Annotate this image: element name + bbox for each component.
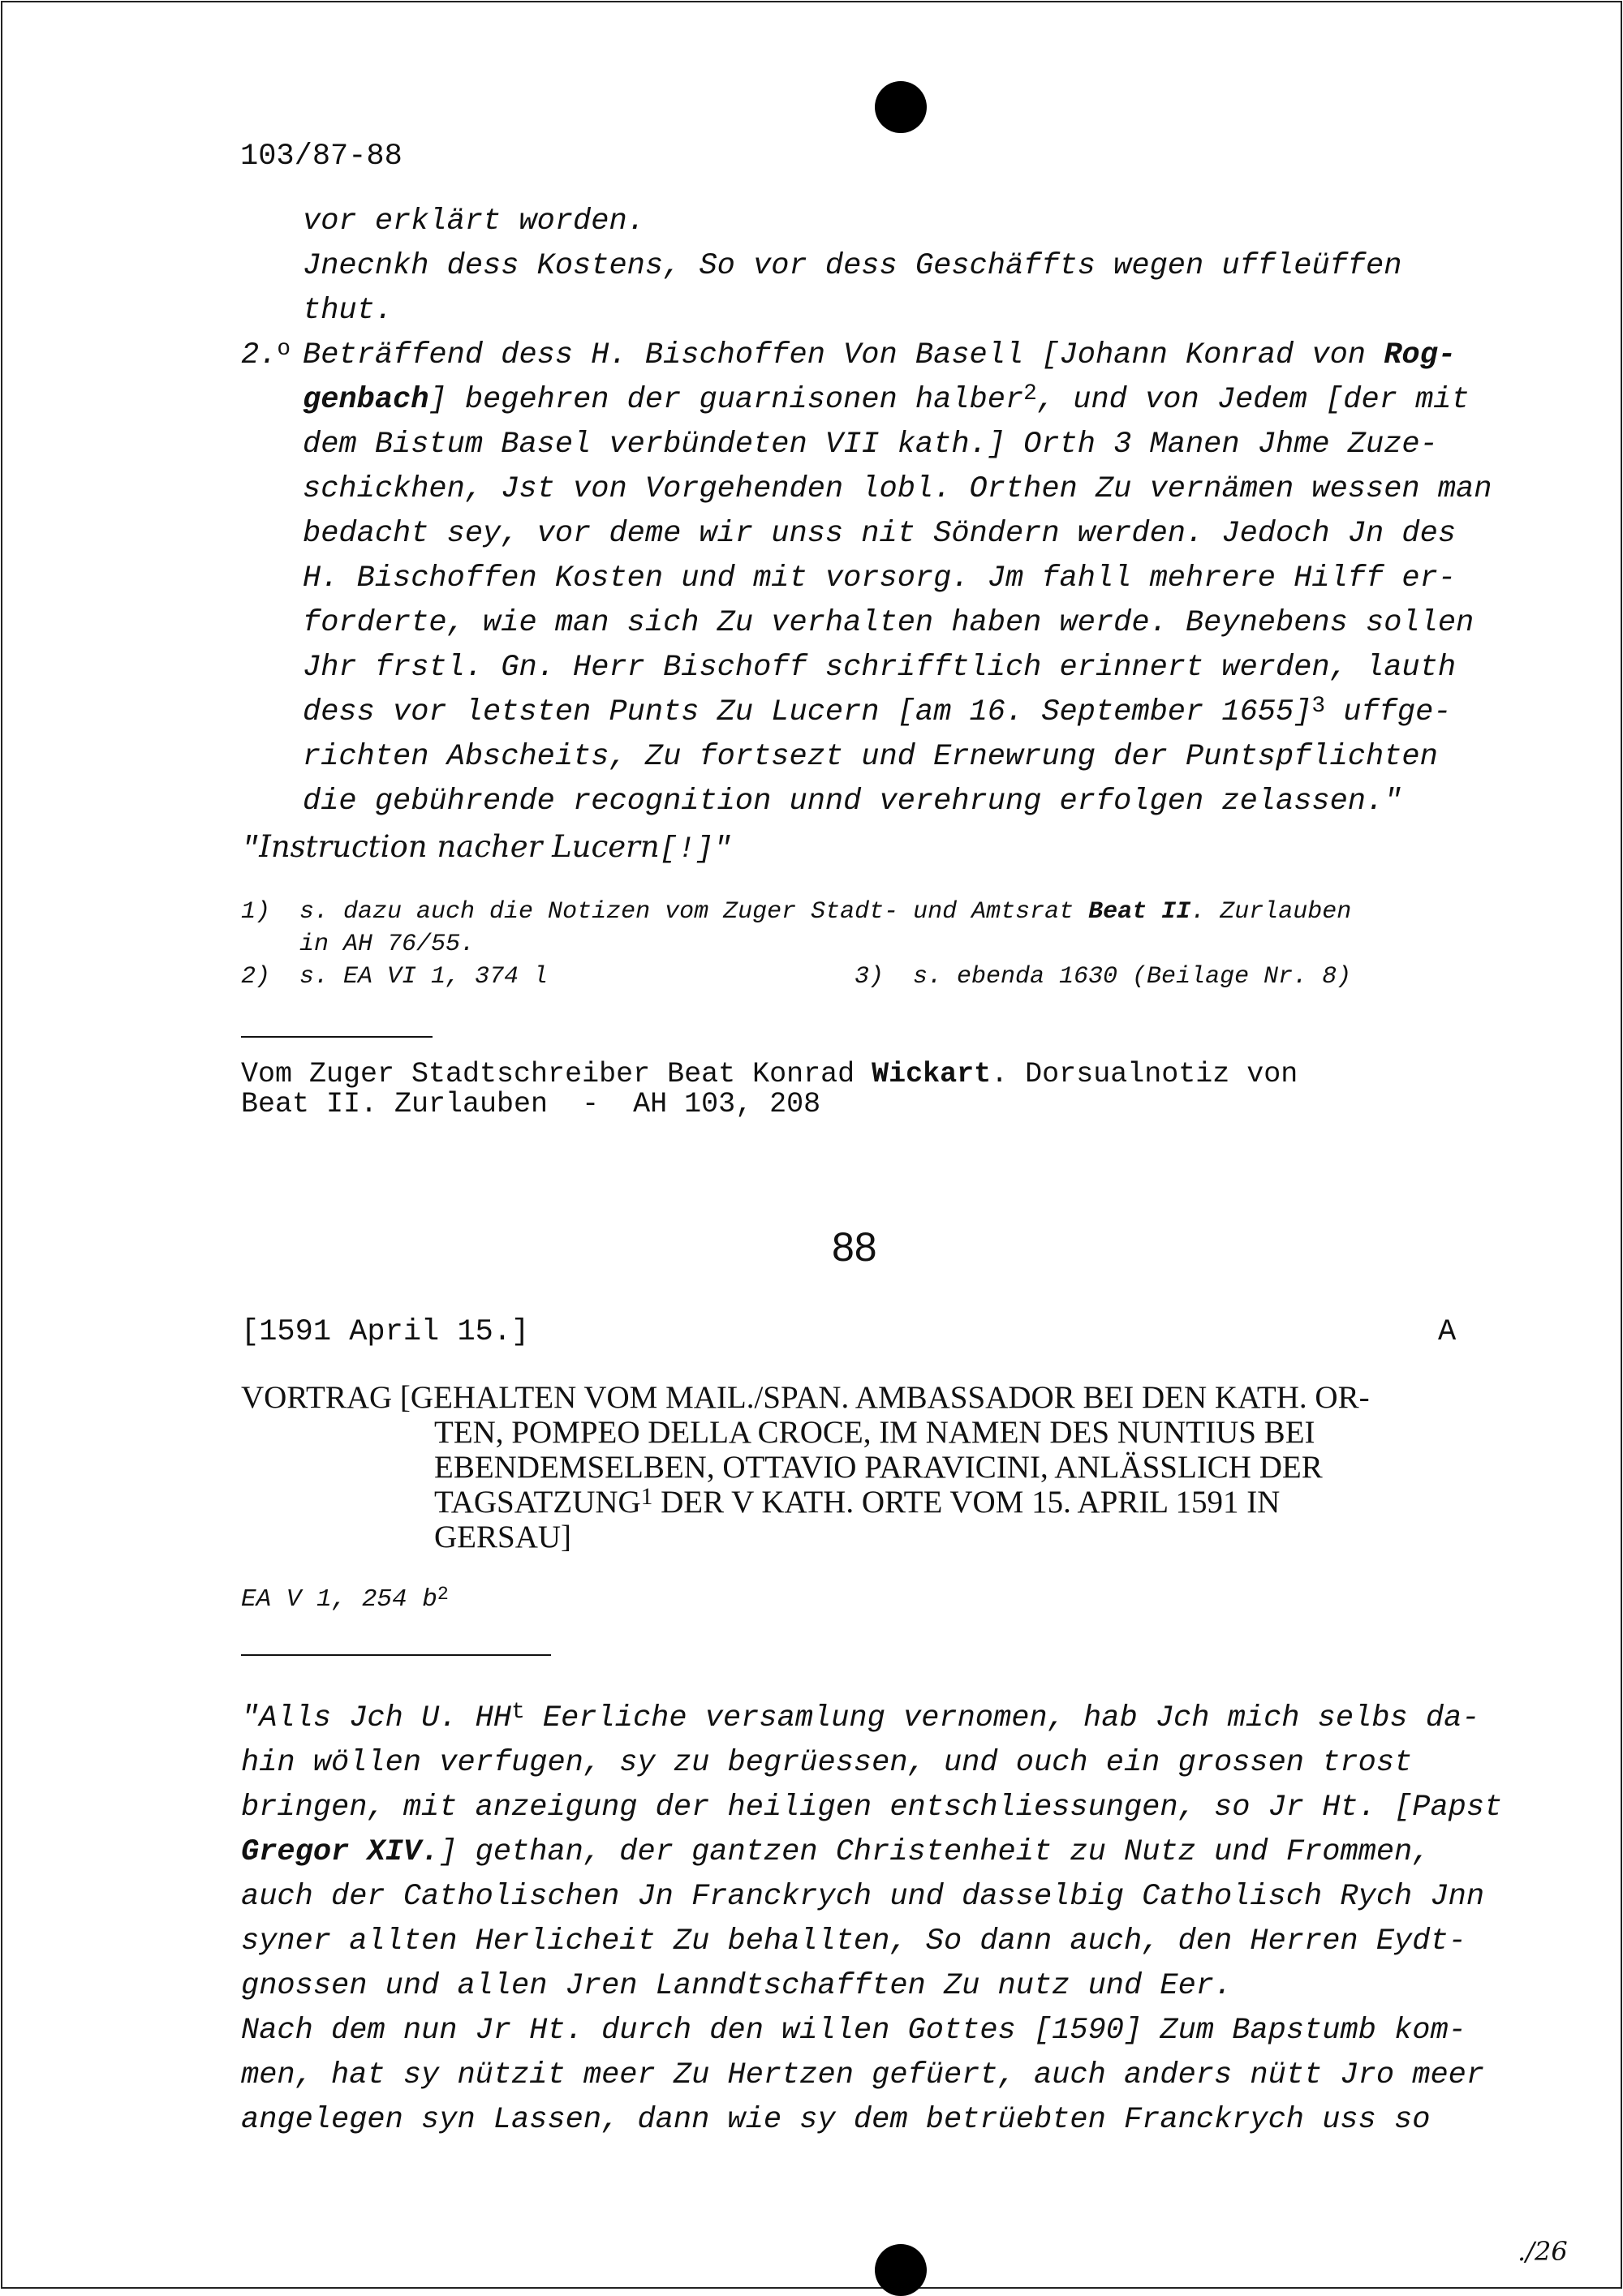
- body-line: gnossen und allen Jren Lanndtschafften Zu nutz und Eer.: [241, 1969, 1233, 2003]
- footnote-1: 1) s. dazu auch die Notizen vom Zuger Stadt- und Amtsrat Beat II. Zurlauben: [241, 898, 1352, 926]
- footnote-1-cont: in AH 76/55.: [241, 931, 476, 958]
- heading-line: EBENDEMSELBEN, OTTAVIO PARAVICINI, ANLÄSSLICH DER: [434, 1450, 1323, 1485]
- document-date: [1591 April 15.]: [241, 1315, 530, 1349]
- source-note: Vom Zuger Stadtschreiber Beat Konrad Wickart. Dorsualnotiz von: [241, 1058, 1298, 1090]
- body-line: angelegen syn Lassen, dann wie sy dem betrüebten Franckrych uss so: [241, 2103, 1431, 2137]
- divider: [241, 1654, 551, 1656]
- body-line: bringen, mit anzeigung der heiligen entschliessungen, so Jr Ht. [Papst: [241, 1791, 1503, 1825]
- footnote-3: 3) s. ebenda 1630 (Beilage Nr. 8): [855, 963, 1352, 991]
- footnote-ref: 1: [640, 1483, 653, 1510]
- body-line: hin wöllen verfugen, sy zu begrüessen, und ouch ein grossen trost: [241, 1746, 1413, 1780]
- text-line: forderte, wie man sich Zu verhalten haben werde. Beynebens sollen: [303, 606, 1474, 640]
- item-number: 2.$^o$: [241, 337, 291, 372]
- source-note-cont: Beat II. Zurlauben - AH 103, 208: [241, 1088, 821, 1120]
- document-id: 103/87-88: [240, 140, 403, 174]
- footnote-ref: 3: [1311, 694, 1326, 720]
- corner-page-mark: ./26: [1518, 2236, 1568, 2267]
- text-line: dess vor letsten Punts Zu Lucern [am 16. September 1655]$^3$ uffge-: [303, 694, 1452, 729]
- text-line: genbach] begehren der guarnisonen halber$^2$, und von Jedem [der mit: [303, 381, 1470, 417]
- name-bold: Rog-: [1384, 338, 1457, 372]
- handwritten-note: Instruction nacher Lucern: [259, 829, 660, 864]
- footnote-2: 2) s. EA VI 1, 374 l: [241, 963, 549, 991]
- punch-hole-top: [875, 81, 927, 133]
- document-letter: A: [1438, 1315, 1457, 1349]
- text-line: H. Bischoffen Kosten und mit vorsorg. Jm fahll mehrere Hilff er-: [303, 561, 1457, 595]
- body-line: "Alls Jch U. $HH^t$ Eerliche versamlung vernomen, hab Jch mich selbs da-: [241, 1700, 1480, 1735]
- name-bold: Gregor XIV.: [241, 1835, 440, 1869]
- reference: EA V 1, 254 $b^2$: [241, 1583, 449, 1614]
- punch-hole-bottom: [875, 2244, 927, 2296]
- body-line: men, hat sy nützit meer Zu Hertzen gefüert, auch anders nütt Jro meer: [241, 2058, 1485, 2092]
- body-line: auch der Catholischen Jn Franckrych und dasselbig Catholisch Rych Jnn: [241, 1880, 1485, 1914]
- divider: [241, 1036, 433, 1038]
- dorsal-note: "Instruction nacher Lucern[!]": [241, 829, 732, 866]
- text-line: die gebührende recognition unnd verehrung erfolgen zelassen.": [303, 785, 1402, 819]
- heading-line: GERSAU]: [434, 1520, 572, 1554]
- heading-line: VORTRAG [GEHALTEN VOM MAIL./SPAN. AMBASSADOR BEI DEN KATH. OR-: [241, 1380, 1370, 1415]
- footnote-ref: 2: [1023, 381, 1037, 407]
- document-number: 88: [832, 1224, 877, 1270]
- body-line: Gregor XIV.] gethan, der gantzen Christenheit zu Nutz und Frommen,: [241, 1835, 1431, 1869]
- text-line: Jhr frstl. Gn. Herr Bischoff schrifftlich erinnert werden, lauth: [303, 651, 1457, 685]
- text-line: schickhen, Jst von Vorgehenden lobl. Orthen Zu vernämen wessen man: [303, 472, 1492, 506]
- text-line: thut.: [303, 294, 394, 328]
- text-line: Jnecnkh dess Kostens, So vor dess Geschäffts wegen uffleüffen: [303, 249, 1402, 283]
- name-bold: genbach: [303, 383, 429, 417]
- text-line: bedacht sey, vor deme wir unss nit Söndern werden. Jedoch Jn des: [303, 517, 1457, 551]
- heading-line: TAGSATZUNG$^1$ DER V KATH. ORTE VOM 15. APRIL 1591 IN: [434, 1483, 1281, 1520]
- text-line: dem Bistum Basel verbündeten VII kath.] Orth 3 Manen Jhme Zuze-: [303, 428, 1438, 462]
- text-line: Beträffend dess H. Bischoffen Von Basell [Johann Konrad von Rog-: [303, 338, 1457, 372]
- text-line: richten Abscheits, Zu fortsezt und Ernewrung der Puntspflichten: [303, 740, 1438, 774]
- body-line: syner allten Herlicheit Zu behallten, So dann auch, den Herren Eydt-: [241, 1924, 1466, 1958]
- heading-line: TEN, POMPEO DELLA CROCE, IM NAMEN DES NUNTIUS BEI: [434, 1415, 1315, 1450]
- body-line: Nach dem nun Jr Ht. durch den willen Gottes [1590] Zum Bapstumb kom-: [241, 2014, 1466, 2048]
- text-line: vor erklärt worden.: [303, 204, 645, 239]
